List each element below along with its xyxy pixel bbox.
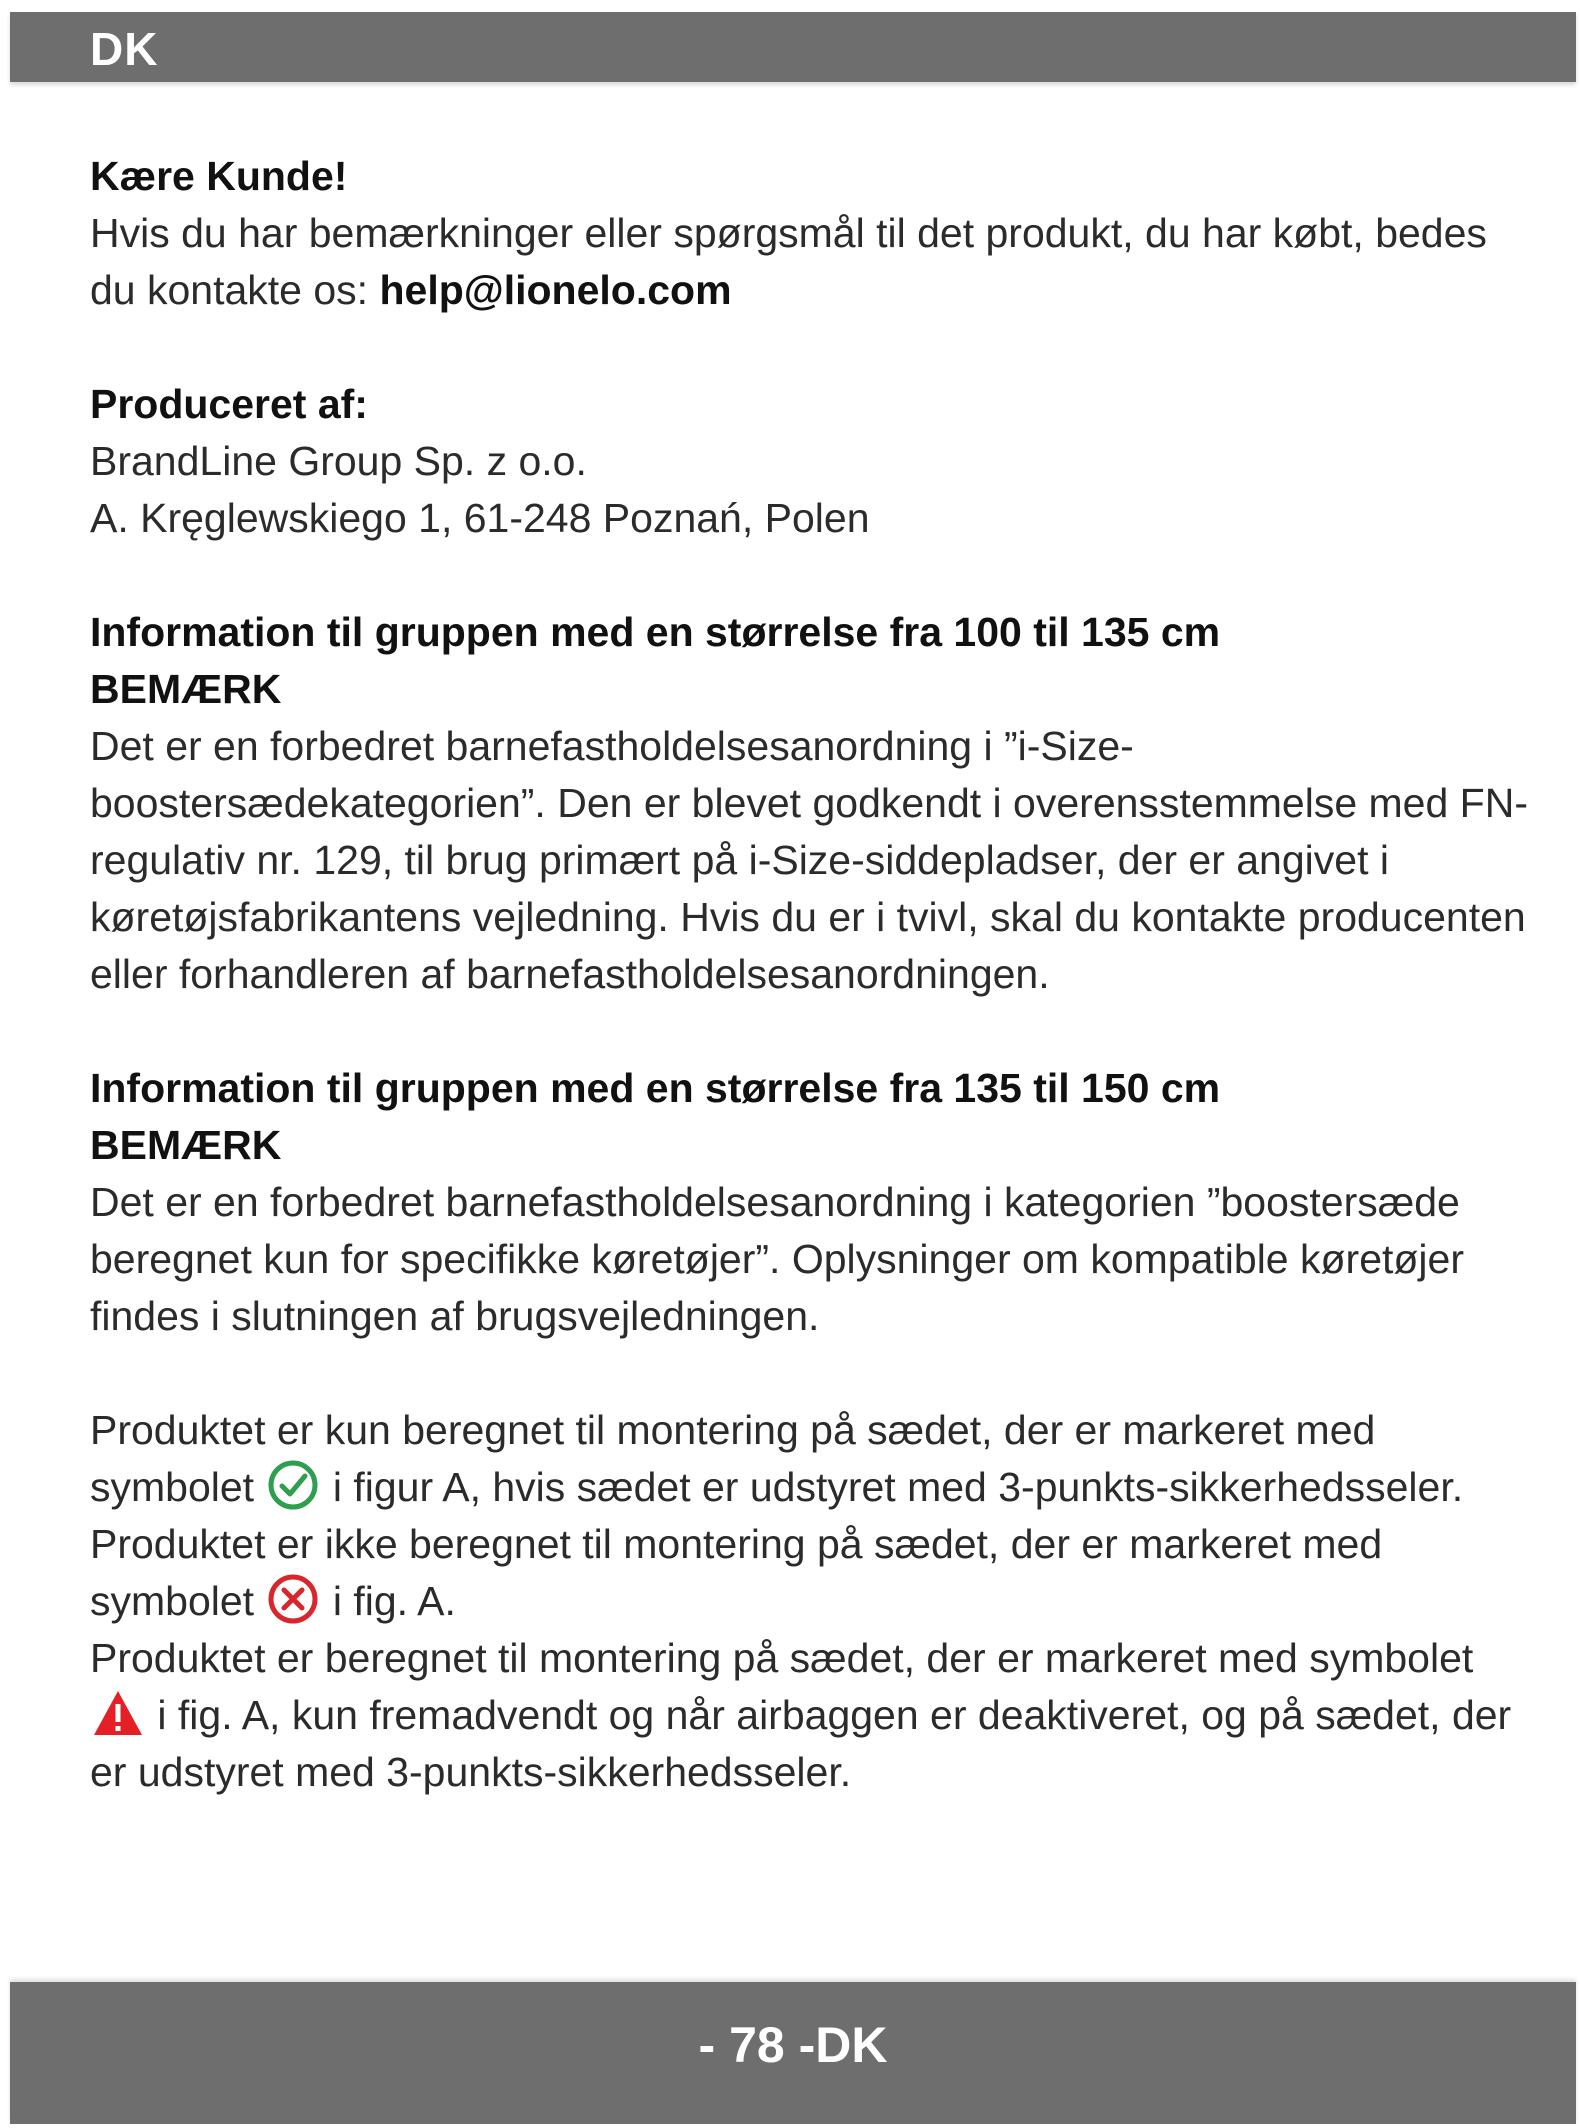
mounting-not-allowed <box>90 1516 1540 1630</box>
mounting-airbag-after: i fig. A, kun fremadvendt og når airbaggen er deaktiveret, og på sædet, der er udstyret med 3-punkts-sikkerhedsseler. <box>90 1692 1512 1795</box>
group2-text: Det er en forbedret barnefastholdelsesanordning i kategorien ”boostersæde beregnet kun for specifikke køretøjer”. Oplysninger om kompatible køretøjer findes i slutningen af brugsvejledningen. <box>90 1179 1465 1339</box>
page-number: - 78 -DK <box>698 2017 888 2073</box>
greeting-title: Kære Kunde! <box>90 153 348 199</box>
producer-address: A. Kręglewskiego 1, 61-248 Poznań, Polen <box>90 495 870 541</box>
contact-email[interactable]: help@lionelo.com <box>379 267 732 313</box>
mounting-not-allowed-before: Produktet er ikke beregnet til montering på sædet, der er markeret med symbolet <box>90 1521 1383 1624</box>
document-body <box>90 148 1540 1801</box>
group1-text: Det er en forbedret barnefastholdelsesanordning i ”i-Size-boostersædekategorien”. Den er blevet godkendt i overensstemmelse med FN-regulativ nr. 129, til brug primært på i-Size-siddepladser, der er angivet i køretøjsfabrikantens vejledning. Hvis du er i tvivl, skal du kontakte producenten eller forhandleren af barnefastholdelsesanordningen. <box>90 723 1528 997</box>
group1-title: Information til gruppen med en størrelse fra 100 til 135 cm <box>90 609 1221 655</box>
producer-title: Produceret af: <box>90 381 368 427</box>
mounting-allowed <box>90 1402 1540 1516</box>
greeting-body: Hvis du har bemærkninger eller spørgsmål til det produkt, du har købt, bedes du kontakte os: <box>90 210 1487 313</box>
warning-triangle-icon <box>92 1687 144 1739</box>
mounting-airbag-before: Produktet er beregnet til montering på sædet, der er markeret med symbolet <box>90 1635 1474 1681</box>
mounting-airbag <box>90 1630 1540 1801</box>
group2-title: Information til gruppen med en størrelse fra 135 til 150 cm <box>90 1065 1221 1111</box>
group1-note: BEMÆRK <box>90 666 282 712</box>
header-bar <box>10 12 1576 82</box>
mounting-allowed-after: i figur A, hvis sædet er udstyret med 3-punkts-sikkerhedsseler. <box>321 1464 1464 1510</box>
group2-note: BEMÆRK <box>90 1122 282 1168</box>
footer-bar <box>10 1982 1576 2124</box>
greeting-text <box>90 205 1540 319</box>
mounting-not-allowed-after: i fig. A. <box>321 1578 456 1624</box>
cross-circle-icon <box>267 1573 319 1625</box>
check-circle-icon <box>267 1459 319 1511</box>
language-code: DK <box>90 23 159 75</box>
producer-name: BrandLine Group Sp. z o.o. <box>90 438 587 484</box>
mounting-allowed-before: Produktet er kun beregnet til montering på sædet, der er markeret med symbolet <box>90 1407 1376 1510</box>
